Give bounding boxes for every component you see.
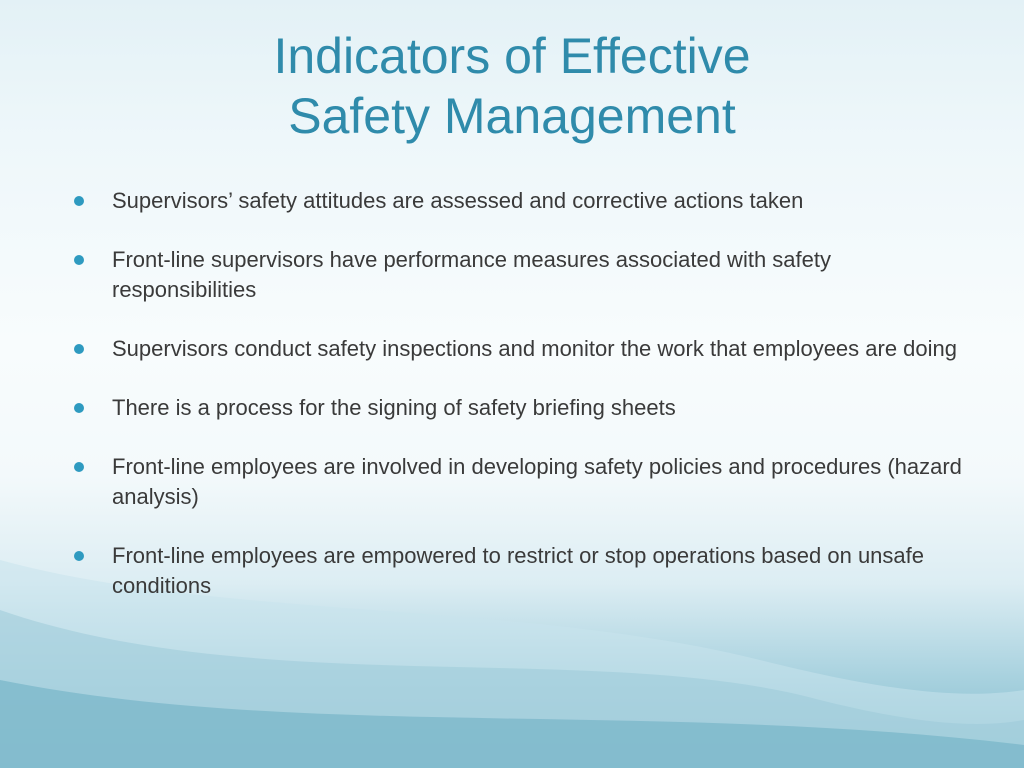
bullet-dot-icon [74, 255, 84, 265]
bullet-item [72, 393, 962, 423]
bullet-item [72, 541, 962, 601]
slide-title [0, 26, 1024, 146]
bullet-dot-icon [74, 462, 84, 472]
bullet-item [72, 186, 962, 216]
bullet-item [72, 245, 962, 305]
bullet-dot-icon [74, 344, 84, 354]
bullet-item [72, 452, 962, 512]
bullet-text: Front-line employees are empowered to restrict or stop operations based on unsafe conditions [112, 543, 924, 598]
bullet-text: Supervisors’ safety attitudes are assessed and corrective actions taken [112, 188, 804, 213]
bullet-dot-icon [74, 196, 84, 206]
bullet-dot-icon [74, 403, 84, 413]
bullet-text: Supervisors conduct safety inspections and monitor the work that employees are doing [112, 336, 958, 361]
bullet-item [72, 334, 962, 364]
bullet-text: Front-line employees are involved in developing safety policies and procedures (hazard analysis) [112, 454, 962, 509]
title-line-1: Indicators of Effective [273, 28, 751, 84]
title-line-2: Safety Management [288, 88, 736, 144]
bullet-list [72, 186, 962, 630]
bullet-text: There is a process for the signing of safety briefing sheets [112, 395, 676, 420]
bullet-text: Front-line supervisors have performance measures associated with safety responsibilities [112, 247, 831, 302]
bullet-dot-icon [74, 551, 84, 561]
